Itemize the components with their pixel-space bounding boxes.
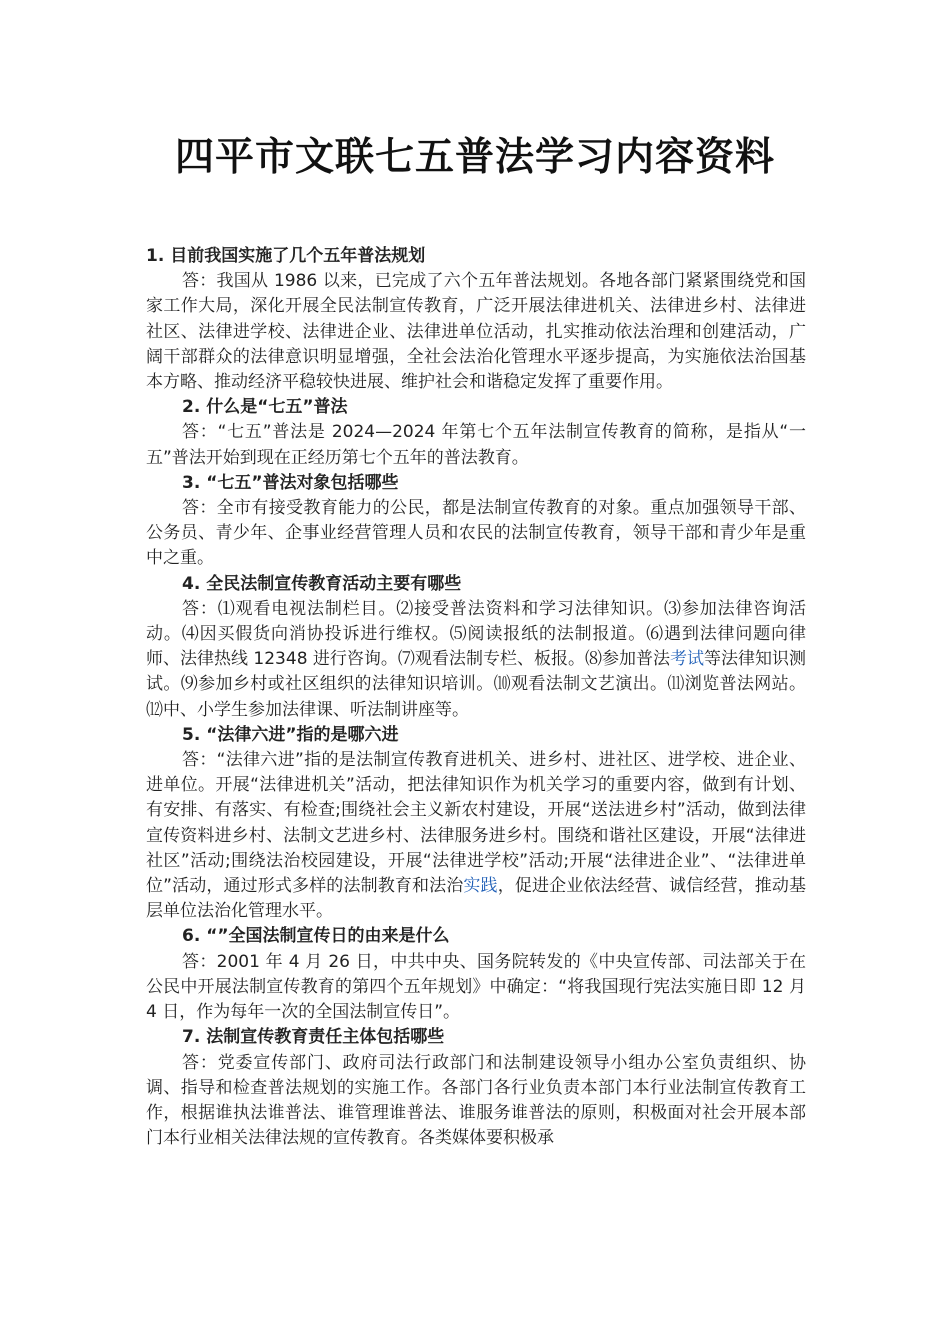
- answer-paragraph: 答：党委宣传部门、政府司法行政部门和法制建设领导小组办公室负责组织、协调、指导和检查普法规划的实施工作。各部门各行业负责本部门本行业法制宣传教育工作，根据谁执法谁普法、谁管理谁普法、谁服务谁普法的原则，积极面对社会开展本部门本行业相关法律法规的宣传教育。各类媒体要积极承: [146, 1052, 806, 1149]
- exam-link[interactable]: 考试: [669, 649, 704, 670]
- question-heading: 1. 目前我国实施了几个五年普法规划: [146, 246, 426, 266]
- answer-paragraph: 答：我国从 1986 以来，已完成了六个五年普法规划。各地各部门紧紧围绕党和国家工作大局，深化开展全民法制宣传教育，广泛开展法律进机关、法律进乡村、法律进社区、法律进学校、法律进企业、法律进单位活动，扎实推动依法治理和创建活动，广阔干部群众的法律意识明显增强，全社会法治化管理水平逐步提高，为实施依法治国基本方略、推动经济平稳较快进展、维护社会和谐稳定发挥了重要作用。: [146, 271, 806, 393]
- question-heading: 7. 法制宣传教育责任主体包括哪些: [182, 1027, 445, 1048]
- question-heading: 2. 什么是“七五”普法: [182, 397, 348, 418]
- answer-text: 答：“法律六进”指的是法制宣传教育进机关、进乡村、进社区、进学校、进企业、进单位。开展“法律进机关”活动，把法律知识作为机关学习的重要内容，做到有计划、有安排、有落实、有检查;围绕社会主义新农村建设，开展“送法进乡村”活动，做到法律宣传资料进乡村、法制文艺进乡村、法律服务进乡村。围绕和谐社区建设，开展“法律进社区”活动;围绕法治校园建设，开展“法律进学校”活动;开展“法律进企业”、“法律进单位”活动，通过形式多样的法制教育和法治: [146, 750, 806, 897]
- question-heading: 6. “”全国法制宣传日的由来是什么: [182, 926, 450, 947]
- question-heading: 3. “七五”普法对象包括哪些: [182, 472, 399, 493]
- answer-text: 答：⑴观看电视法制栏目。⑵接受普法资料和学习法律知识。⑶参加法律咨询活动。⑷因买假货向消协投诉进行维权。⑸阅读报纸的法制报道。⑹遇到法律问题向律师、法律热线 12348 进行咨询。⑺观看法制专栏、板报。⑻参加普法: [146, 598, 806, 670]
- answer-paragraph: 答：“七五”普法是 2024—2024 年第七个五年法制宣传教育的简称，是指从“一五”普法开始到现在正经历第七个五年的普法教育。: [146, 422, 806, 468]
- document-title: 四平市文联七五普法学习内容资料: [174, 134, 775, 180]
- answer-paragraph: [146, 597, 806, 723]
- question-heading: 4. 全民法制宣传教育活动主要有哪些: [182, 573, 462, 594]
- question-heading: 5. “法律六进”指的是哪六进: [182, 724, 399, 745]
- answer-text: ，促进企业依法经营、诚信经营，推动基层单位法治化管理水平。: [146, 876, 807, 922]
- answer-text: 等法律知识测试。⑼参加乡村或社区组织的法律知识培训。⑽观看法制文艺演出。⑾浏览普法网站。⑿中、小学生参加法律课、听法制讲座等。: [146, 649, 807, 720]
- practice-link[interactable]: 实践: [463, 876, 498, 897]
- answer-paragraph: 答：全市有接受教育能力的公民，都是法制宣传教育的对象。重点加强领导干部、公务员、青少年、企事业经营管理人员和农民的法制宣传教育，领导干部和青少年是重中之重。: [146, 498, 806, 569]
- answer-paragraph: 答：2001 年 4 月 26 日，中共中央、国务院转发的《中央宣传部、司法部关于在公民中开展法制宣传教育的第四个五年规划》中确定：“将我国现行宪法实施日即 12 月 4 日，作为每年一次的全国法制宣传日”。: [146, 951, 806, 1023]
- document-body: [146, 244, 806, 1151]
- answer-paragraph: [146, 748, 806, 924]
